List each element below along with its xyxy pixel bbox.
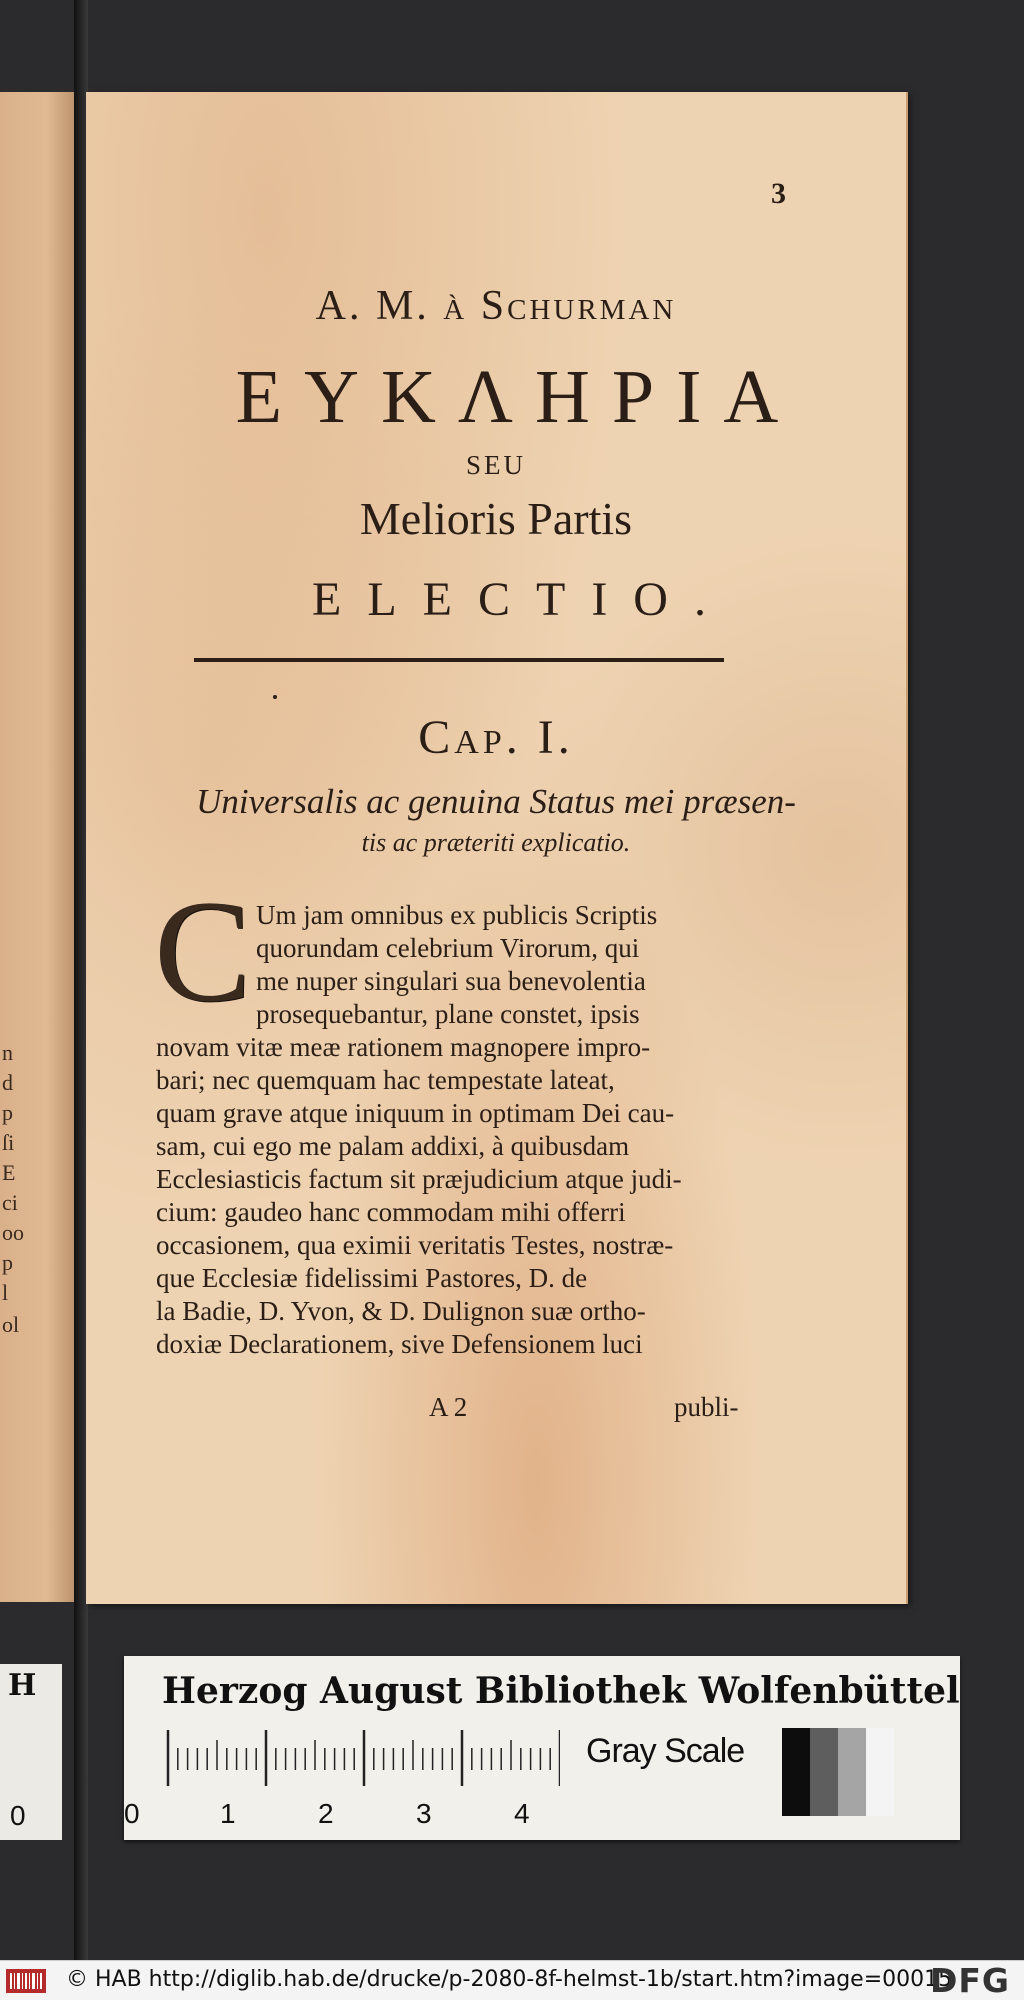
body-text-line: cium: gaudeo hanc commodam mihi offerri [156, 1197, 626, 1227]
subtitle: Melioris Partis [359, 493, 633, 544]
gray-patch [866, 1728, 894, 1816]
colorbar-letter: H [8, 1668, 37, 1703]
body-text-line: bari; nec quemquam hac tempestate lateat, [156, 1065, 615, 1095]
ruler-number: 0 [124, 1798, 140, 1829]
ruler-number: 0 [10, 1800, 26, 1831]
body-text-line: Um jam omnibus ex publicis Scriptis [256, 900, 658, 930]
book-page [86, 92, 906, 1604]
ruler-scale [160, 1730, 560, 1790]
electio-title: ELECTIO. [312, 573, 732, 626]
gray-patches [782, 1728, 894, 1816]
dfg-logo: DFG [930, 1961, 1011, 2000]
ruler-number: 3 [416, 1798, 432, 1829]
library-name: Herzog August Bibliothek Wolfenbüttel [162, 1670, 960, 1712]
left-page-text: ol [2, 1312, 20, 1337]
ruler-number: 4 [514, 1798, 530, 1829]
drop-cap: C [154, 870, 252, 1032]
chapter-summary-line: Universalis ac genuina Status mei præsen- [196, 782, 796, 821]
page-number: 3 [771, 177, 786, 210]
signature-mark: A 2 [429, 1392, 468, 1422]
left-page-text: ci [2, 1190, 18, 1215]
body-text-line: sam, cui ego me palam addixi, à quibusdam [156, 1131, 630, 1161]
horizontal-rule [194, 658, 724, 662]
copyright-url[interactable]: © HAB http://diglib.hab.de/drucke/p-2080-8f-helmst-1b/start.htm?image=00015 [66, 1967, 953, 1992]
chapter-heading: Cap. I. [418, 711, 574, 764]
gray-patch [838, 1728, 866, 1816]
left-page-text: d [2, 1070, 13, 1095]
left-page-text: p [2, 1100, 13, 1125]
ruler-number: 1 [220, 1798, 236, 1829]
color-calibration-bar [124, 1656, 960, 1840]
seu-line: SEU [465, 450, 526, 480]
left-page-text: E [2, 1160, 16, 1185]
body-text-line: occasionem, qua eximii veritatis Testes, nostræ- [156, 1230, 674, 1260]
ink-dot [273, 695, 277, 699]
body-text-line: novam vitæ meæ rationem magnopere impro- [156, 1032, 651, 1062]
footer-bar [0, 1960, 1024, 2000]
greek-title: ΕΥΚΛΗΡΙΑ [235, 355, 801, 439]
left-page-text: l [2, 1280, 9, 1305]
body-text-line: me nuper singulari sua benevolentia [256, 966, 646, 996]
gray-patch [810, 1728, 838, 1816]
left-page-text: n [2, 1040, 13, 1065]
left-page-fragment [0, 92, 78, 1602]
body-text-line: quorundam celebrium Virorum, qui [256, 933, 640, 963]
left-colorbar-fragment [0, 1664, 62, 1840]
left-page-text: p [2, 1250, 13, 1275]
body-text-line: quam grave atque iniquum in optimam Dei cau- [156, 1098, 675, 1128]
left-page-text: oo [2, 1220, 24, 1245]
ruler-number: 2 [318, 1798, 334, 1829]
author-heading: A. M. à Schurman [315, 283, 677, 329]
catchword: publi- [674, 1392, 739, 1422]
body-text-line: que Ecclesiæ fidelissimi Pastores, D. de [156, 1263, 588, 1293]
hab-barcode-icon [6, 1969, 46, 1993]
body-text-line: doxiæ Declarationem, sive Defensionem luci [156, 1329, 643, 1359]
body-text-line: Ecclesiasticis factum sit præjudicium atque judi- [156, 1164, 682, 1194]
chapter-summary-line: tis ac præteriti explicatio. [361, 828, 631, 857]
gray-scale-label: Gray Scale [586, 1732, 745, 1770]
body-text-line: prosequebantur, plane constet, ipsis [256, 999, 640, 1029]
gray-patch [782, 1728, 810, 1816]
left-page-text: ſi [2, 1130, 15, 1155]
body-text-line: la Badie, D. Yvon, & D. Dulignon suæ ortho- [156, 1296, 646, 1326]
